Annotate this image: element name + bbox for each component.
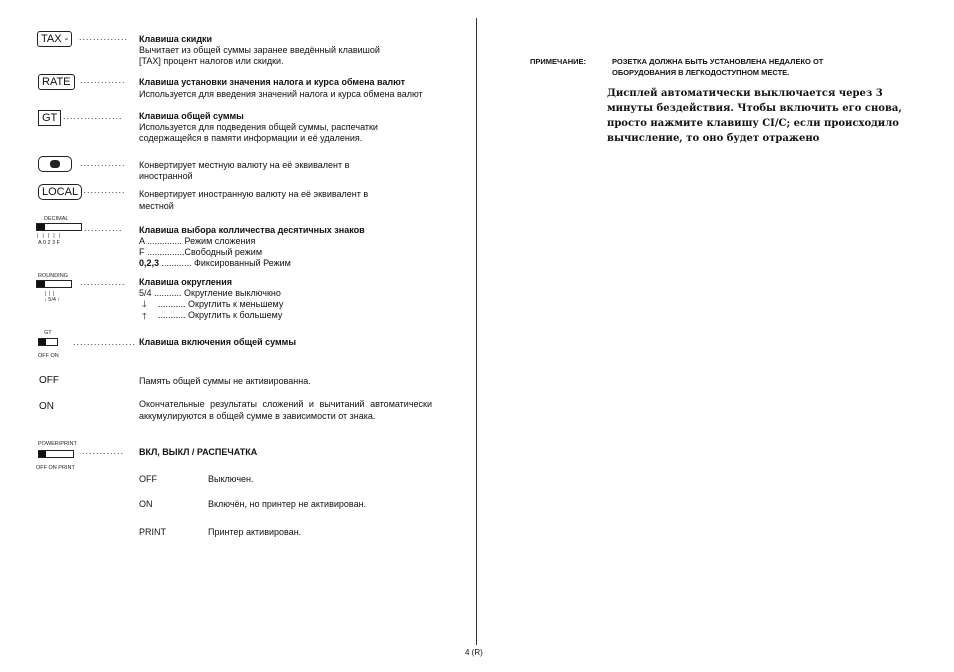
decimal-switch-positions: A 0 2 3 F [38,240,61,246]
tax-key: TAX - [37,31,72,47]
leader-dots: ................. [63,111,123,121]
rounding-line-off: 5/4 ........... Округление выключкно [139,288,281,298]
rounding-switch-label: ROUNDING [38,273,68,279]
power-title: ВКЛ, ВЫКЛ / РАСПЕЧАТКА [139,447,258,457]
tax-key-desc-2: [TAX] процент налогов или скидки. [139,56,284,66]
note-label: ПРИМЕЧАНИЕ: [530,57,587,66]
leader-dots: ............. [80,185,126,195]
decimal-switch-label: DECIMAL [44,216,69,222]
power-print-desc: Принтер активирован. [208,527,302,537]
leader-dots: ............. [80,75,126,85]
leader-dots: ............. [80,277,126,287]
gt-switch-label: GT [44,330,52,336]
decimal-line-a: A .............. Режим сложения [139,236,256,246]
gt-off-label: OFF [39,375,59,386]
power-switch-positions: OFF ON PRINT [36,465,75,471]
gt-key-desc: Используется для подведения общей суммы, распечатки [139,122,378,132]
gt-off-desc: Память общей суммы не активированна. [139,376,311,386]
gt-on-label: ON [39,401,54,412]
rate-key-desc: Используется для введения значений налога и курса обмена валют [139,89,423,99]
leader-dots: .............. [79,32,129,42]
arrow-down-icon: 🡓 [142,299,147,309]
gt-switch-knob [39,339,46,345]
rounding-switch-ticks: | | | [45,291,55,297]
leader-dots: .................. [73,337,137,347]
currency-key-desc-2: иностранной [139,171,193,181]
power-off-label: OFF [139,474,157,484]
decimal-title: Клавиша выбора колличества десятичных знаков [139,225,365,235]
rounding-switch-knob [37,281,45,287]
rounding-title: Клавиша округления [139,277,233,287]
power-print-label: PRINT [139,527,166,537]
local-key: LOCAL [38,184,82,200]
power-switch-label: POWER/PRINT [38,441,77,447]
decimal-line-f: F ...............Свободный режим [139,247,263,257]
decimal-switch-ticks: | | | | | [37,233,61,239]
currency-key-desc: Конвертирует местную валюту на её эквивалент в [139,160,350,170]
tax-key-desc: Вычитает из общей суммы заранее введённый клавишой [139,45,380,55]
column-divider [476,18,477,645]
coins-icon [50,160,60,168]
rounding-line-up: ........... Округлить к большему [158,310,283,320]
currency-key [38,156,72,172]
rate-key-title: Клавиша установки значения налога и курса обмена валют [139,77,406,87]
gt-switch-title: Клавиша включения общей суммы [139,337,297,347]
local-key-desc: Конвертирует иностранную валюту на её эквивалент в [139,189,369,199]
gt-switch-positions: OFF ON [38,353,59,359]
gt-key-desc-2: содержащейся в памяти информации и её удаления. [139,133,363,143]
leader-dots: ............ [82,446,125,456]
rounding-line-down: ........... Округлить к меньшему [158,299,284,309]
leader-dots: ............. [80,158,126,168]
leader-dots: ........... [84,223,123,233]
power-switch-knob [39,451,46,457]
note-line-1: РОЗЕТКА ДОЛЖНА БЫТЬ УСТАНОВЛЕНА НЕДАЛЕКО ОТ [612,57,824,66]
page-number: 4 (R) [465,648,483,657]
power-on-label: ON [139,499,153,509]
rounding-switch-positions: ↓ 5/4 ↑ [44,297,61,303]
decimal-line-fixed: 0,2,3 ............ Фиксированный Режим [139,258,291,268]
rate-key: RATE [38,74,75,90]
auto-off-paragraph: Дисплей автоматически выключается через 3 минуты бездействия. Чтобы включить его снова, просто нажмите клавишу CI/C; если происходило вычисление, то оно будет отражено [607,88,902,144]
power-on-desc: Включён, но принтер не активирован. [208,499,367,509]
tax-key-title: Клавиша скидки [139,34,213,44]
gt-key-title: Клавиша общей суммы [139,111,244,121]
decimal-switch-knob [37,224,45,230]
gt-on-desc: Окончательные результаты сложений и вычитаний автоматически аккумулируются в общей сумме в зависимости от знака. [139,399,432,421]
arrow-up-icon: 🡑 [142,311,147,321]
gt-key: GT [38,110,61,126]
note-line-2: ОБОРУДОВАНИЯ В ЛЕГКОДОСТУПНОМ МЕСТЕ. [612,68,790,77]
local-key-desc-2: местной [139,201,174,211]
power-off-desc: Выключен. [208,474,254,484]
